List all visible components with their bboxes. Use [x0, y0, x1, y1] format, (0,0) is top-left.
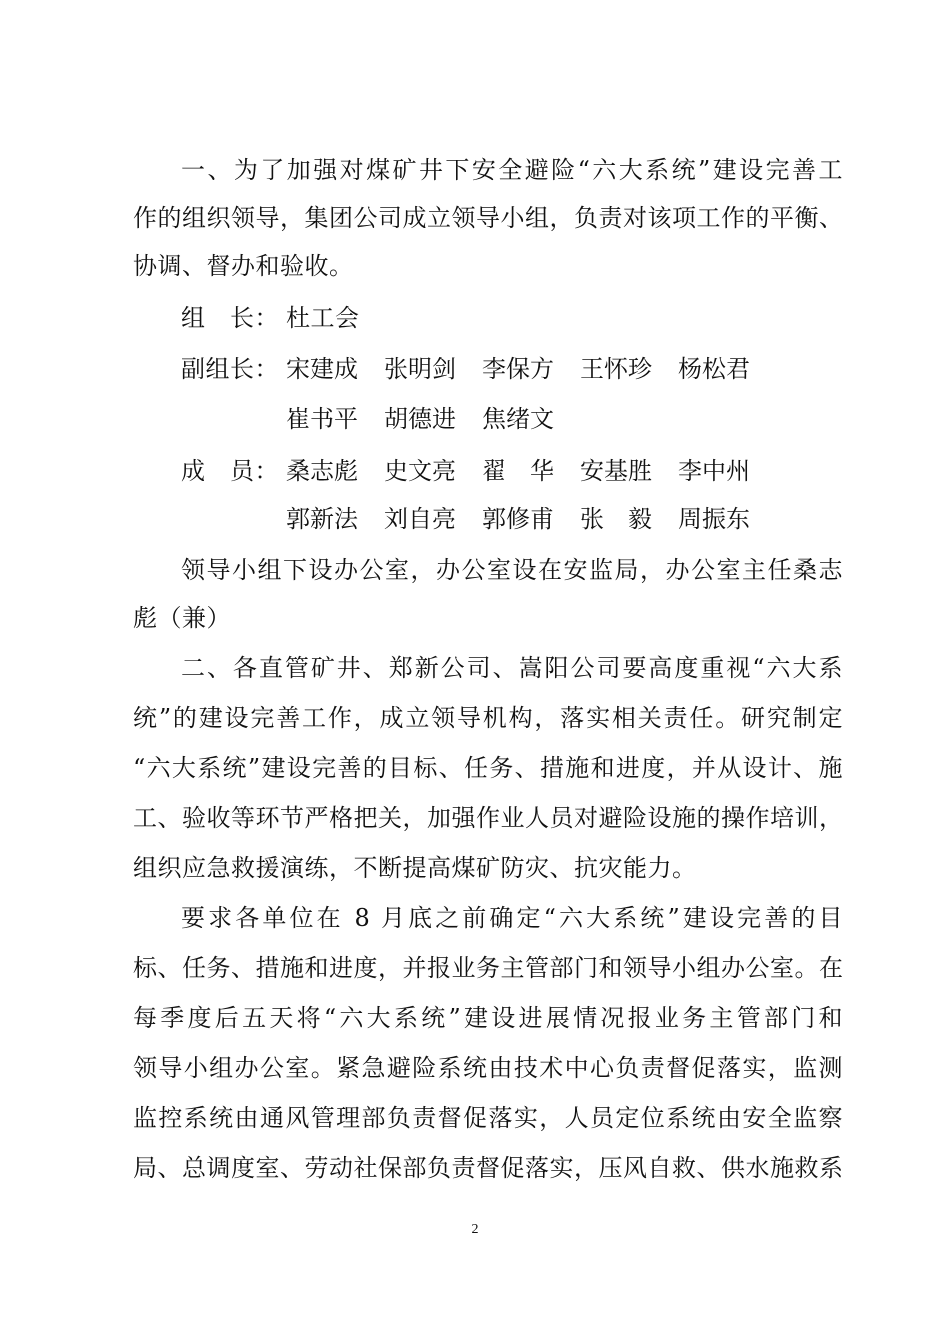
paragraph-3-line-4: 领导小组办公室。紧急避险系统由技术中心负责督促落实，监测: [133, 1054, 843, 1082]
paragraph-1-line-1: 一、为了加强对煤矿井下安全避险“六大系统”建设完善工: [181, 156, 843, 184]
paragraph-1-line-2: 作的组织领导，集团公司成立领导小组，负责对该项工作的平衡、: [133, 204, 844, 232]
member-name: 桑志彪: [286, 457, 358, 485]
paragraph-3-line-1: 要求各单位在 8 月底之前确定“六大系统”建设完善的目: [181, 904, 843, 932]
deputy-name: 王怀珍: [580, 355, 652, 383]
members-label: 成 员：: [181, 457, 279, 485]
member-name: 刘自亮: [384, 505, 456, 533]
deputy-name: 崔书平: [286, 405, 358, 433]
deputy-names-row-1: [286, 349, 776, 384]
deputy-name: 胡德进: [384, 405, 456, 433]
page-number: 2: [471, 1222, 479, 1237]
deputy-name: 杨松君: [678, 355, 750, 383]
deputy-name: 张明剑: [384, 355, 456, 383]
paragraph-3-line-2: 标、任务、措施和进度，并报业务主管部门和领导小组办公室。在: [133, 954, 844, 982]
member-name: 李中州: [678, 457, 750, 485]
member-name: 郭新法: [286, 505, 358, 533]
deputy-names-row-2: [286, 399, 580, 434]
deputy-name: 李保方: [482, 355, 554, 383]
paragraph-2-line-3: “六大系统”建设完善的目标、任务、措施和进度，并从设计、施: [133, 754, 843, 782]
leader-label: 组 长：: [181, 304, 279, 332]
leader-row: [181, 298, 843, 333]
paragraph-2-line-2: 统”的建设完善工作，成立领导机构，落实相关责任。研究制定: [133, 704, 843, 732]
office-note-line-1: 领导小组下设办公室，办公室设在安监局，办公室主任桑志: [181, 556, 843, 584]
member-name: 周振东: [678, 505, 750, 533]
paragraph-3-line-3: 每季度后五天将“六大系统”建设进展情况报业务主管部门和: [133, 1004, 843, 1032]
paragraph-2-line-5: 组织应急救援演练，不断提高煤矿防灾、抗灾能力。: [133, 854, 697, 882]
paragraph-3-line-5: 监控系统由通风管理部负责督促落实，人员定位系统由安全监察: [133, 1104, 843, 1132]
member-name: 郭修甫: [482, 505, 554, 533]
member-name: 翟 华: [482, 457, 554, 485]
office-note-line-2: 彪（兼）: [133, 604, 231, 632]
leader-name: 杜工会: [286, 304, 360, 332]
paragraph-1-line-3: 协调、督办和验收。: [133, 252, 354, 280]
member-name: 史文亮: [384, 457, 456, 485]
deputy-name: 焦绪文: [482, 405, 554, 433]
deputy-label: 副组长：: [181, 355, 279, 383]
deputy-name: 宋建成: [286, 355, 358, 383]
member-name: 安基胜: [580, 457, 652, 485]
members-names-row-1: [286, 451, 776, 486]
paragraph-3-line-6: 局、总调度室、劳动社保部负责督促落实，压风自救、供水施救系: [133, 1154, 844, 1182]
member-name: 张 毅: [580, 505, 652, 533]
paragraph-2-line-4: 工、验收等环节严格把关，加强作业人员对避险设施的操作培训，: [133, 804, 844, 832]
paragraph-2-line-1: 二、各直管矿井、郑新公司、嵩阳公司要高度重视“六大系: [181, 654, 843, 682]
members-names-row-2: [286, 499, 776, 534]
